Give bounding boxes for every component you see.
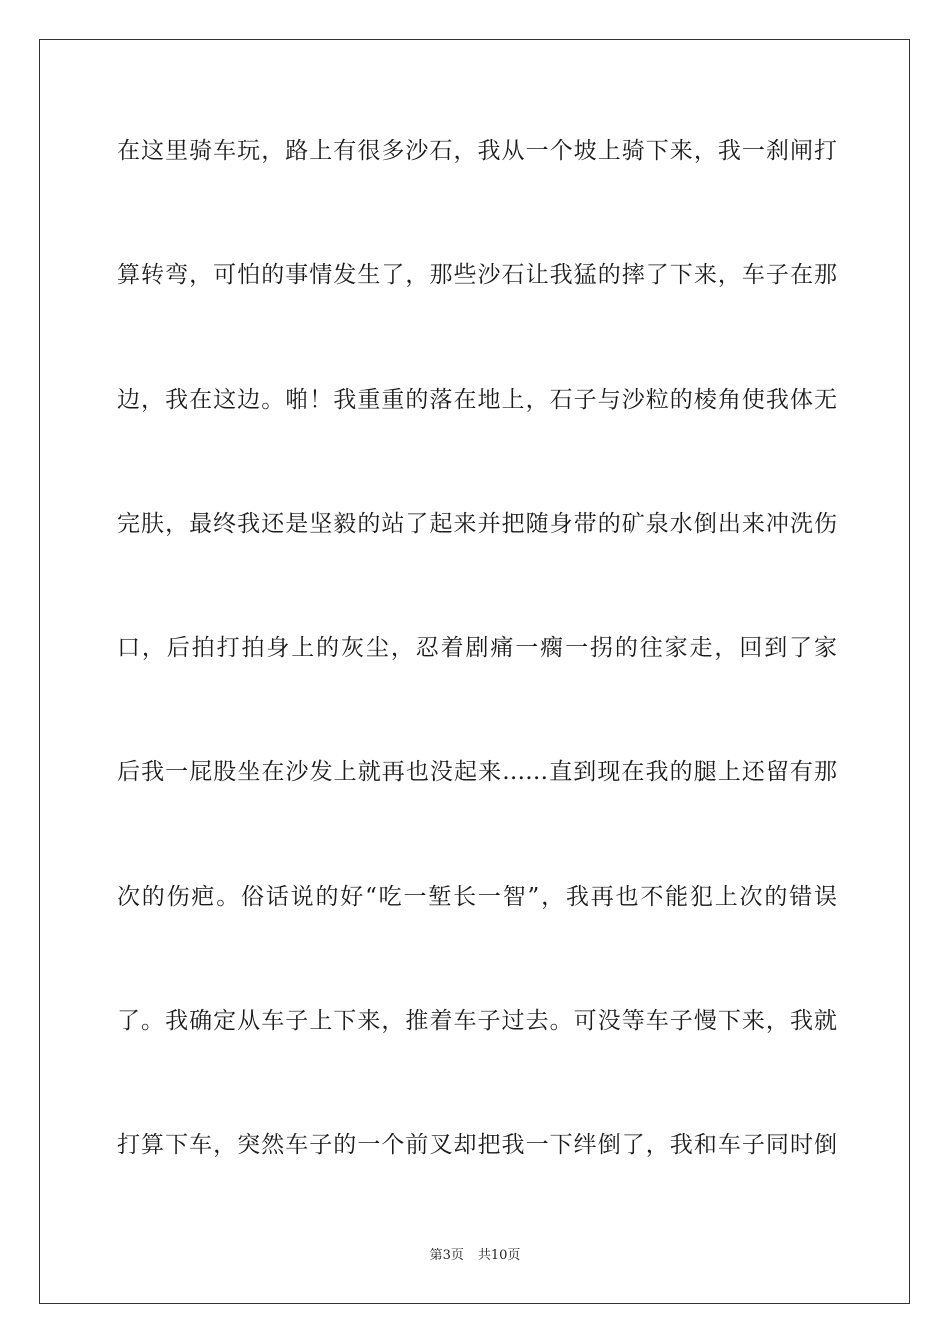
page-footer bbox=[0, 1247, 950, 1265]
text-line-6: 后我一屁股坐在沙发上就再也没起来……直到现在我的腿上还留有那 bbox=[117, 759, 837, 785]
text-line-9: 打算下车，突然车子的一个前叉却把我一下绊倒了，我和车子同时倒 bbox=[117, 1132, 837, 1158]
text-line-3: 边，我在这边。啪！我重重的落在地上，石子与沙粒的棱角使我体无 bbox=[117, 387, 837, 413]
text-line-4: 完肤，最终我还是坚毅的站了起来并把随身带的矿泉水倒出来冲洗伤 bbox=[117, 511, 837, 537]
text-line-5: 口，后拍打拍身上的灰尘，忍着剧痛一瘸一拐的往家走，回到了家 bbox=[117, 635, 837, 661]
page-number: 第3页 bbox=[429, 1248, 464, 1263]
text-line-7: 次的伤疤。俗话说的好“吃一堑长一智”，我再也不能犯上次的错误 bbox=[117, 884, 837, 910]
page-border bbox=[39, 39, 910, 1304]
text-line-2: 算转弯，可怕的事情发生了，那些沙石让我猛的摔了下来，车子在那 bbox=[117, 262, 837, 288]
text-line-1: 在这里骑车玩，路上有很多沙石，我从一个坡上骑下来，我一刹闸打 bbox=[117, 138, 837, 164]
page-total: 共10页 bbox=[477, 1248, 521, 1263]
text-line-8: 了。我确定从车子上下来，推着车子过去。可没等车子慢下来，我就 bbox=[117, 1008, 837, 1034]
